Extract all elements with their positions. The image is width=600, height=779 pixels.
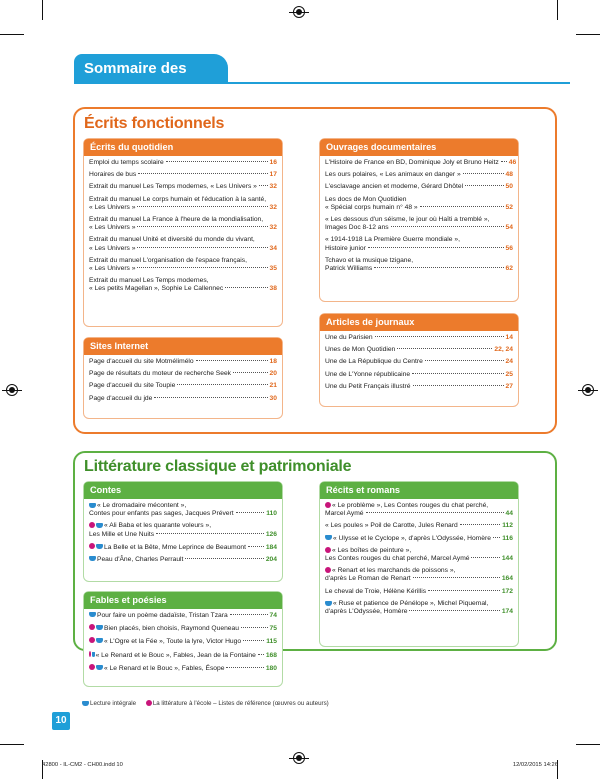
entry-text: « Les Univers » [89, 224, 136, 232]
dot-icon [146, 700, 152, 706]
entry-row [89, 224, 277, 232]
entry-page: 34 [269, 244, 277, 252]
entry-row [325, 371, 513, 379]
entry-page: 112 [502, 522, 513, 530]
entry-row [89, 370, 277, 378]
entry-text: Images Doc 8-12 ans [325, 224, 389, 232]
entry-text: Extrait du manuel Le corps humain et l'éducation à la santé, [89, 195, 267, 203]
dot-leader [258, 654, 264, 655]
entry-text: « Les Univers » [89, 203, 136, 211]
dot-icon [89, 543, 95, 549]
entry-row [325, 159, 517, 167]
entry-row [325, 383, 513, 391]
toc-entry [89, 236, 277, 252]
entry-text: « Les Univers » [89, 244, 136, 252]
dot-leader [185, 558, 263, 559]
entry-page: 16 [269, 159, 277, 166]
ecrits-quotidien-box [83, 138, 283, 327]
entry-page: 75 [269, 625, 277, 633]
dot-leader [471, 557, 499, 558]
dot-leader [368, 247, 504, 248]
entry-first-line [89, 257, 277, 265]
entry-text: « Les Univers » [89, 265, 136, 273]
entry-text: Peau d'Âne, Charles Perrault [97, 556, 184, 564]
book-icon [96, 523, 103, 528]
entry-text: « 1914-1918 La Première Guerre mondiale », [325, 236, 460, 244]
book-icon [82, 701, 89, 706]
entry-text: « Ruse et patience de Pénélope », Michel Piquemal, [333, 599, 489, 607]
entry-first-line [325, 196, 513, 204]
dot-leader [166, 161, 268, 162]
toc-entry [89, 183, 277, 191]
toc-entry [325, 334, 513, 342]
entry-page: 38 [269, 285, 277, 293]
toc-entry [325, 383, 513, 391]
entry-page: 52 [505, 203, 513, 211]
entry-row [325, 204, 513, 212]
dot-leader [233, 372, 268, 373]
dot-leader [420, 206, 504, 207]
dot-leader [428, 590, 500, 591]
toc-entry [89, 664, 277, 673]
entry-text: d'après Le Roman de Renart [325, 575, 411, 583]
entry-first-line [325, 567, 513, 575]
entry-row [325, 224, 513, 232]
dot-leader [413, 577, 500, 578]
dot-leader [412, 373, 503, 374]
entry-page: 46 [508, 159, 517, 166]
toc-entry [325, 159, 517, 167]
dot-leader [230, 614, 268, 615]
dot-leader [137, 206, 267, 207]
entry-page: 62 [505, 265, 513, 273]
footer-left: 42800 - IL-CM2 - CH00.indd 10 [42, 762, 123, 768]
dot-leader [413, 385, 504, 386]
ouvrages-documentaires-box [319, 138, 519, 302]
entry-text: Horaires de bus [89, 171, 137, 179]
book-icon [325, 535, 332, 540]
toc-entry [89, 257, 277, 273]
entry-text: Contes pour enfants pas sages, Jacques Prévert [89, 510, 234, 518]
entry-row [325, 575, 513, 583]
dot-leader [225, 287, 267, 288]
entry-row [325, 510, 513, 518]
entry-page: 32 [269, 203, 277, 211]
registration-mark [293, 6, 305, 18]
entry-row [89, 543, 277, 552]
entry-row [89, 171, 277, 179]
toc-entry [89, 370, 277, 378]
entry-page: 20 [269, 370, 277, 378]
toc-entry [89, 159, 277, 167]
entry-row [89, 624, 277, 633]
dot-leader [236, 512, 265, 513]
toc-entry [89, 382, 277, 390]
entry-row [325, 171, 513, 179]
toc-entry [325, 522, 513, 530]
toc-entry [325, 171, 513, 179]
toc-entry [325, 216, 513, 232]
entry-first-line [89, 196, 277, 204]
entry-list [84, 355, 282, 403]
entry-text: « Spécial corps humain n° 48 » [325, 203, 418, 211]
entry-text: Une du Petit Français illustré [325, 382, 411, 390]
entry-row [89, 358, 277, 366]
entry-row [89, 664, 277, 673]
entry-list [84, 609, 282, 673]
fables-poesies-box [83, 591, 283, 687]
entry-text: Extrait du manuel L'organisation de l'espace français, [89, 256, 247, 264]
toc-entry [89, 277, 277, 293]
dot-leader [137, 247, 267, 248]
entry-text: La Belle et la Bête, Mme Leprince de Beaumont [104, 543, 247, 551]
entry-text: Extrait du manuel La France à l'heure de la mondialisation, [89, 216, 264, 224]
dot-leader [137, 267, 267, 268]
entry-row [89, 382, 277, 390]
dot-leader [259, 185, 268, 186]
dot-leader [366, 512, 504, 513]
entry-text: « Ali Baba et les quarante voleurs », [104, 522, 212, 530]
entry-text: Les docs de Mon Quotidien [325, 195, 407, 203]
entry-text: Tchavo et la musique tzigane, [325, 256, 414, 264]
entry-row [89, 285, 277, 293]
entry-page: 172 [501, 587, 513, 595]
entry-text: Histoire junior [325, 244, 366, 252]
dot-leader [248, 546, 264, 547]
entry-row [325, 346, 513, 354]
entry-row [325, 334, 513, 342]
entry-text: Patrick Williams [325, 265, 373, 273]
entry-page: 32 [269, 183, 277, 191]
entry-first-line [89, 277, 277, 285]
dot-leader [425, 360, 504, 361]
toc-entry [89, 651, 277, 660]
toc-entry [89, 358, 277, 366]
entry-text: L'esclavage ancien et moderne, Gérard Dhôtel [325, 183, 464, 191]
entry-text: Les Contes rouges du chat perché, Marcel Aymé [325, 555, 470, 563]
toc-entry [89, 216, 277, 232]
entry-first-line [325, 216, 513, 224]
entry-page: 50 [505, 183, 513, 191]
registration-mark [582, 384, 594, 396]
entry-row [325, 555, 513, 563]
legend-litterature: La littérature à l'école – Listes de référence (œuvres ou auteurs) [146, 700, 329, 707]
entry-row [89, 612, 277, 620]
entry-row [325, 358, 513, 366]
dot-leader [243, 640, 264, 641]
entry-row [325, 522, 513, 530]
box-heading: Ouvrages documentaires [320, 139, 518, 156]
toc-entry [89, 543, 277, 552]
recits-romans-box [319, 481, 519, 647]
entry-text: Le cheval de Troie, Hélène Kérillis [325, 587, 427, 595]
dot-leader [465, 185, 503, 186]
toc-entry [325, 196, 513, 212]
entry-text: « L'Ogre et la Fée », Toute la lyre, Victor Hugo [104, 638, 242, 646]
dot-leader [463, 173, 504, 174]
entry-page: 126 [265, 530, 277, 538]
registration-mark [293, 752, 305, 764]
entry-list [84, 156, 282, 294]
sites-internet-box [83, 337, 283, 419]
dot-leader [156, 533, 264, 534]
entry-first-line [89, 236, 277, 244]
dot-icon [89, 637, 95, 643]
book-icon [89, 612, 96, 617]
dot-icon [89, 624, 95, 630]
entry-page: 30 [269, 394, 277, 402]
book-icon [325, 601, 332, 606]
book-icon [96, 665, 103, 670]
entry-page: 110 [266, 510, 277, 518]
entry-page: 180 [265, 664, 277, 672]
entry-row [325, 265, 513, 273]
entry-list [320, 156, 518, 273]
toc-entry [325, 588, 513, 596]
entry-text: Les ours polaires, « Les animaux en danger » [325, 171, 461, 179]
entry-text: « Renart et les marchands de poissons », [332, 567, 456, 575]
entry-text: « Les poules » Poil de Carotte, Jules Renard [325, 522, 458, 530]
entry-page: 56 [505, 244, 513, 252]
entry-page: 22, 24 [494, 346, 513, 354]
entry-text: Une de La République du Centre [325, 358, 423, 366]
entry-row [89, 159, 277, 167]
dot-icon [325, 502, 331, 508]
entry-row [325, 608, 513, 616]
entry-first-line [325, 236, 513, 244]
box-heading: Contes [84, 482, 282, 499]
crop-mark [0, 744, 24, 745]
entry-page: 184 [265, 543, 277, 551]
book-icon [96, 638, 103, 643]
book-icon [89, 556, 96, 561]
entry-page: 144 [501, 555, 513, 563]
entry-row [325, 535, 513, 543]
toc-entry [89, 612, 277, 620]
entry-text: Page de résultats du moteur de recherche Seek [89, 370, 232, 378]
entry-row [89, 510, 277, 518]
entry-text: « Les petits Magellan », Sophie Le Callennec [89, 285, 224, 293]
entry-text: « Le Renard et le Bouc », Fables, Jean de la Fontaine [95, 651, 256, 659]
toc-entry [325, 567, 513, 583]
dot-leader [493, 537, 500, 538]
toc-entry [325, 600, 513, 616]
entry-list [320, 499, 518, 616]
entry-row [89, 531, 277, 539]
entry-list [84, 499, 282, 564]
articles-journaux-box [319, 313, 519, 407]
entry-first-line [325, 502, 513, 510]
dot-leader [154, 397, 267, 398]
toc-entry [89, 171, 277, 179]
dot-icon [325, 547, 331, 553]
toc-entry [89, 502, 277, 518]
entry-text: Page d'accueil du site Motmélimélo [89, 358, 194, 365]
toc-entry [325, 257, 513, 273]
box-heading: Sites Internet [84, 338, 282, 355]
toc-entry [89, 196, 277, 212]
dot-leader [138, 173, 267, 174]
dot-leader [177, 384, 267, 385]
entry-page: 168 [265, 651, 277, 659]
toc-entry [325, 358, 513, 366]
entry-text: Une de L'Yonne républicaine [325, 370, 411, 378]
entry-page: 18 [269, 358, 277, 365]
entry-page: 54 [505, 224, 513, 232]
entry-page: 116 [502, 534, 513, 542]
dot-icon [89, 664, 95, 670]
entry-page: 74 [269, 612, 277, 619]
entry-first-line [89, 502, 277, 510]
entry-text: « Les dessous d'un séisme, le jour où Haïti a tremblé », [325, 216, 490, 224]
entry-row [89, 556, 277, 564]
entry-text: Extrait du manuel Unité et diversité du monde du vivant, [89, 236, 255, 244]
entry-first-line [325, 257, 513, 265]
entry-text: Extrait du manuel Les Temps modernes, [89, 277, 209, 285]
dot-leader [375, 336, 504, 337]
entry-first-line [325, 600, 513, 608]
toc-entry [89, 522, 277, 538]
entry-text: Page d'accueil du site Toupie [89, 382, 176, 390]
entry-first-line [89, 216, 277, 224]
page-title: Sommaire des textes [74, 54, 214, 84]
entry-page: 115 [266, 638, 277, 646]
dot-leader [196, 360, 268, 361]
litterature-title: Littérature classique et patrimoniale [84, 458, 352, 475]
entry-row [89, 265, 277, 273]
entry-text: Emploi du temps scolaire [89, 159, 164, 166]
toc-entry [325, 535, 513, 543]
dot-leader [241, 627, 268, 628]
dot-leader [137, 226, 267, 227]
entry-text: Bien placés, bien choisis, Raymond Queneau [104, 625, 239, 633]
entry-page: 164 [501, 575, 513, 583]
entry-page: 48 [505, 171, 513, 179]
entry-page: 32 [269, 224, 277, 232]
toc-entry [89, 637, 277, 646]
entry-text: d'après L'Odyssée, Homère [325, 608, 408, 616]
legend [82, 700, 337, 707]
book-icon [96, 625, 103, 630]
toc-entry [325, 547, 513, 563]
entry-row [89, 183, 277, 191]
entry-row [89, 637, 277, 646]
box-heading: Récits et romans [320, 482, 518, 499]
entry-text: Extrait du manuel Les Temps modernes, « Les Univers » [89, 183, 257, 191]
entry-row [89, 204, 277, 212]
entry-page: 204 [265, 556, 277, 564]
book-icon [92, 652, 94, 657]
entry-list [320, 331, 518, 391]
toc-entry [325, 346, 513, 354]
entry-first-line [325, 547, 513, 555]
legend-lecture: Lecture intégrale [82, 700, 136, 707]
entry-row [325, 588, 513, 596]
footer-right: 12/02/2015 14:26 [512, 762, 558, 768]
registration-mark [6, 384, 18, 396]
entry-text: Marcel Aymé [325, 510, 364, 518]
toc-entry [325, 236, 513, 252]
dot-leader [226, 667, 263, 668]
dot-icon [325, 567, 331, 573]
dot-leader [501, 161, 507, 162]
dot-icon [89, 522, 95, 528]
entry-text: L'Histoire de France en BD, Dominique Joly et Bruno Heitz [325, 159, 499, 166]
entry-text: « Les boîtes de peinture », [332, 546, 412, 554]
book-icon [89, 503, 96, 508]
dot-leader [397, 348, 492, 349]
entry-page: 24 [505, 358, 513, 366]
entry-text: Unes de Mon Quotidien [325, 346, 396, 354]
dot-leader [409, 610, 499, 611]
crop-mark [42, 0, 43, 20]
entry-row [89, 245, 277, 253]
book-icon [96, 544, 103, 549]
dot-icon [89, 651, 91, 657]
ecrits-title: Écrits fonctionnels [84, 115, 225, 132]
entry-text: Page d'accueil du jde [89, 394, 153, 402]
entry-text: « Le problème », Les Contes rouges du chat perché, [332, 502, 489, 509]
entry-text: Une du Parisien [325, 334, 373, 341]
entry-first-line [89, 522, 277, 530]
crop-mark [0, 34, 24, 35]
toc-entry [325, 502, 513, 518]
entry-page: 27 [505, 382, 513, 390]
toc-entry [89, 556, 277, 564]
entry-row [89, 395, 277, 403]
dot-leader [374, 267, 503, 268]
entry-row [325, 245, 513, 253]
entry-page: 17 [269, 171, 277, 179]
entry-text: « Le Renard et le Bouc », Fables, Ésope [104, 664, 225, 672]
entry-page: 14 [505, 334, 513, 341]
contes-box [83, 481, 283, 582]
toc-entry [89, 624, 277, 633]
entry-text: Pour faire un poème dadaïste, Tristan Tzara [97, 612, 228, 619]
entry-row [89, 651, 277, 660]
toc-entry [325, 183, 513, 191]
entry-page: 44 [505, 510, 513, 518]
toc-entry [89, 395, 277, 403]
crop-mark [576, 744, 600, 745]
crop-mark [557, 0, 558, 20]
entry-text: « Ulysse et le Cyclope », d'après L'Odyssée, Homère [333, 534, 491, 542]
entry-text: « Le dromadaire mécontent », [97, 502, 187, 509]
crop-mark [576, 34, 600, 35]
dot-leader [391, 226, 504, 227]
toc-entry [325, 371, 513, 379]
entry-page: 35 [269, 265, 277, 273]
entry-text: Les Mille et Une Nuits [89, 530, 155, 538]
box-heading: Articles de journaux [320, 314, 518, 331]
dot-leader [460, 524, 500, 525]
entry-page: 21 [269, 382, 277, 390]
page-number: 10 [52, 712, 70, 730]
box-heading: Fables et poésies [84, 592, 282, 609]
entry-row [325, 183, 513, 191]
entry-page: 25 [505, 370, 513, 378]
box-heading: Écrits du quotidien [84, 139, 282, 156]
entry-page: 174 [501, 608, 513, 616]
